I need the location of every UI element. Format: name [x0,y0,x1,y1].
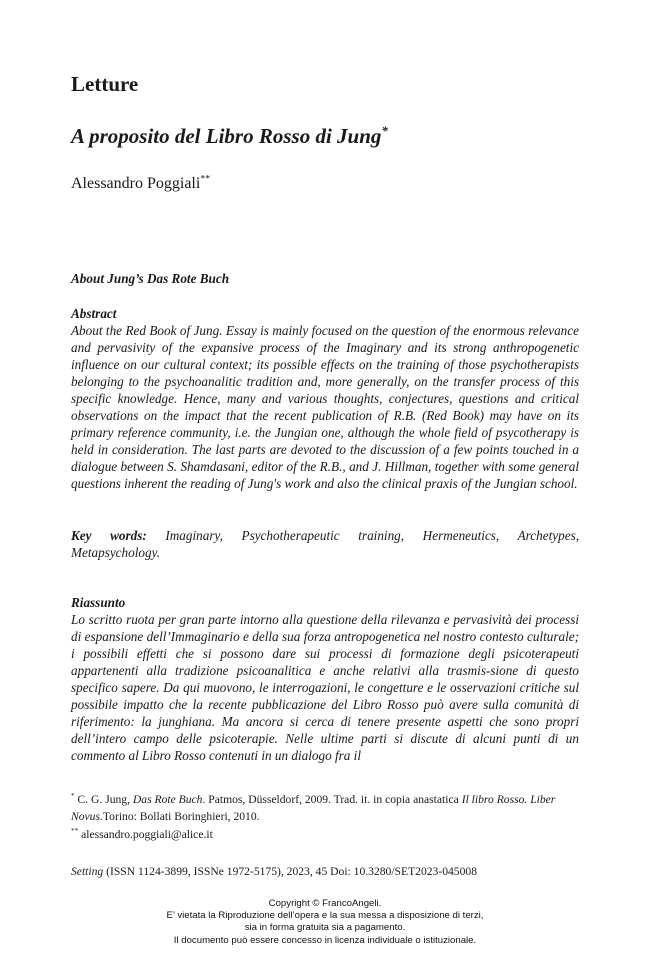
keywords-list: Imaginary, Psychotherapeutic training, Hermeneutics, Archetypes, Metapsychology. [71,528,579,560]
footnote-1-mark: * [71,792,75,801]
footnote-1-mid: . Patmos, Düsseldorf, 2009. Trad. it. in copia anastatica [202,793,459,806]
copyright-line-1: Copyright © FrancoAngeli. [268,898,382,909]
title-footnote-mark: * [381,123,388,138]
footnote-2-mark: ** [71,827,79,836]
footnote-2 [71,827,579,844]
riassunto-text: Lo scritto ruota per gran parte intorno alla questione della rilevanza e pervasività dei processi di espansione dell’Immaginario e della sua forza antropogenetica nel nostro contesto culturale; i possibili effetti che si possono dare sui processi di formazione degli psicoterapeuti appartenenti alla tradizione psicoanalitica e anche relativi alla trasmis-sione di questo specifico sapere. Da qui muovono, le interrogazioni, le congetture e le osservazioni critiche sul possibile impatto che la recente pubblicazione del Libro Rosso può avere sulla comunità di riferimento: la junghiana. Ma ancora si cerca di tenere presente aspetti che sono propri dell’intero campo delle psicoterapie. Nelle ultime parti si discute di alcuni punti di un commento al Libro Rosso contenuti in un dialogo fra il [71,612,579,763]
keywords [71,527,579,561]
copyright-notice [0,898,650,947]
journal-name: Setting [71,865,104,878]
author-name: Alessandro Poggiali [71,175,201,192]
copyright-line-2: E’ vietata la Riproduzione dell’opera e la sua messa a disposizione di terzi, [166,910,484,922]
footnote-1-work2: Il libro Rosso. Liber Novus. [71,793,556,823]
author-email: alessandro.poggiali@alice.it [81,828,213,841]
citation-details: (ISSN 1124-3899, ISSNe 1972-5175), 2023, 45 Doi: 10.3280/SET2023-045008 [106,865,477,878]
abstract-heading: Abstract [71,306,117,321]
riassunto-heading: Riassunto [71,595,126,610]
copyright-line-4: Il documento può essere concesso in licenza individuale o istituzionale. [173,934,477,946]
section-label: Letture [71,72,139,96]
footnote-1-work: Das Rote Buch [132,793,203,806]
abstract-text: About the Red Book of Jung. Essay is mainly focused on the question of the enormous relevance and pervasivity of the expansive process of the Imaginary and its strong anthropogenetic influence on our cultural context; its possible effects on the training of those psychotherapists belonging to the psychoanalitic tradition and, more generally, on the transfer process of this specific knowledge. Hence, many and various thoughts, conjectures, questions and critical observations on the impact that the recent publication of R.B. (Red Book) may have on its primary reference community, i.e. the Jungian one, although the whole field of psycotherapy is held in consideration. The last parts are devoted to the discussion of a few points touched in a dialogue between S. Shamdasani, editor of the R.B., and J. Hillman, together with some general questions inherent the reading of Jung's work and also the clinical praxis of the Jungian school. [71,323,579,491]
english-title: About Jung’s Das Rote Buch [71,271,230,286]
author-footnote-mark: ** [200,173,211,185]
keywords-label: Key words: [71,528,147,543]
article-title [71,124,388,149]
footnote-1 [71,792,579,825]
copyright-line-3: sia in forma gratuita sia a pagamento. [244,922,406,934]
journal-citation [71,865,477,878]
author-line [71,175,210,193]
footnote-1-pre: C. G. Jung, [77,793,131,806]
footnote-1-post: Torino: Bollati Boringhieri, 2010. [102,809,260,823]
footnotes [71,792,579,844]
article-title-text: A proposito del Libro Rosso di Jung [71,124,382,148]
